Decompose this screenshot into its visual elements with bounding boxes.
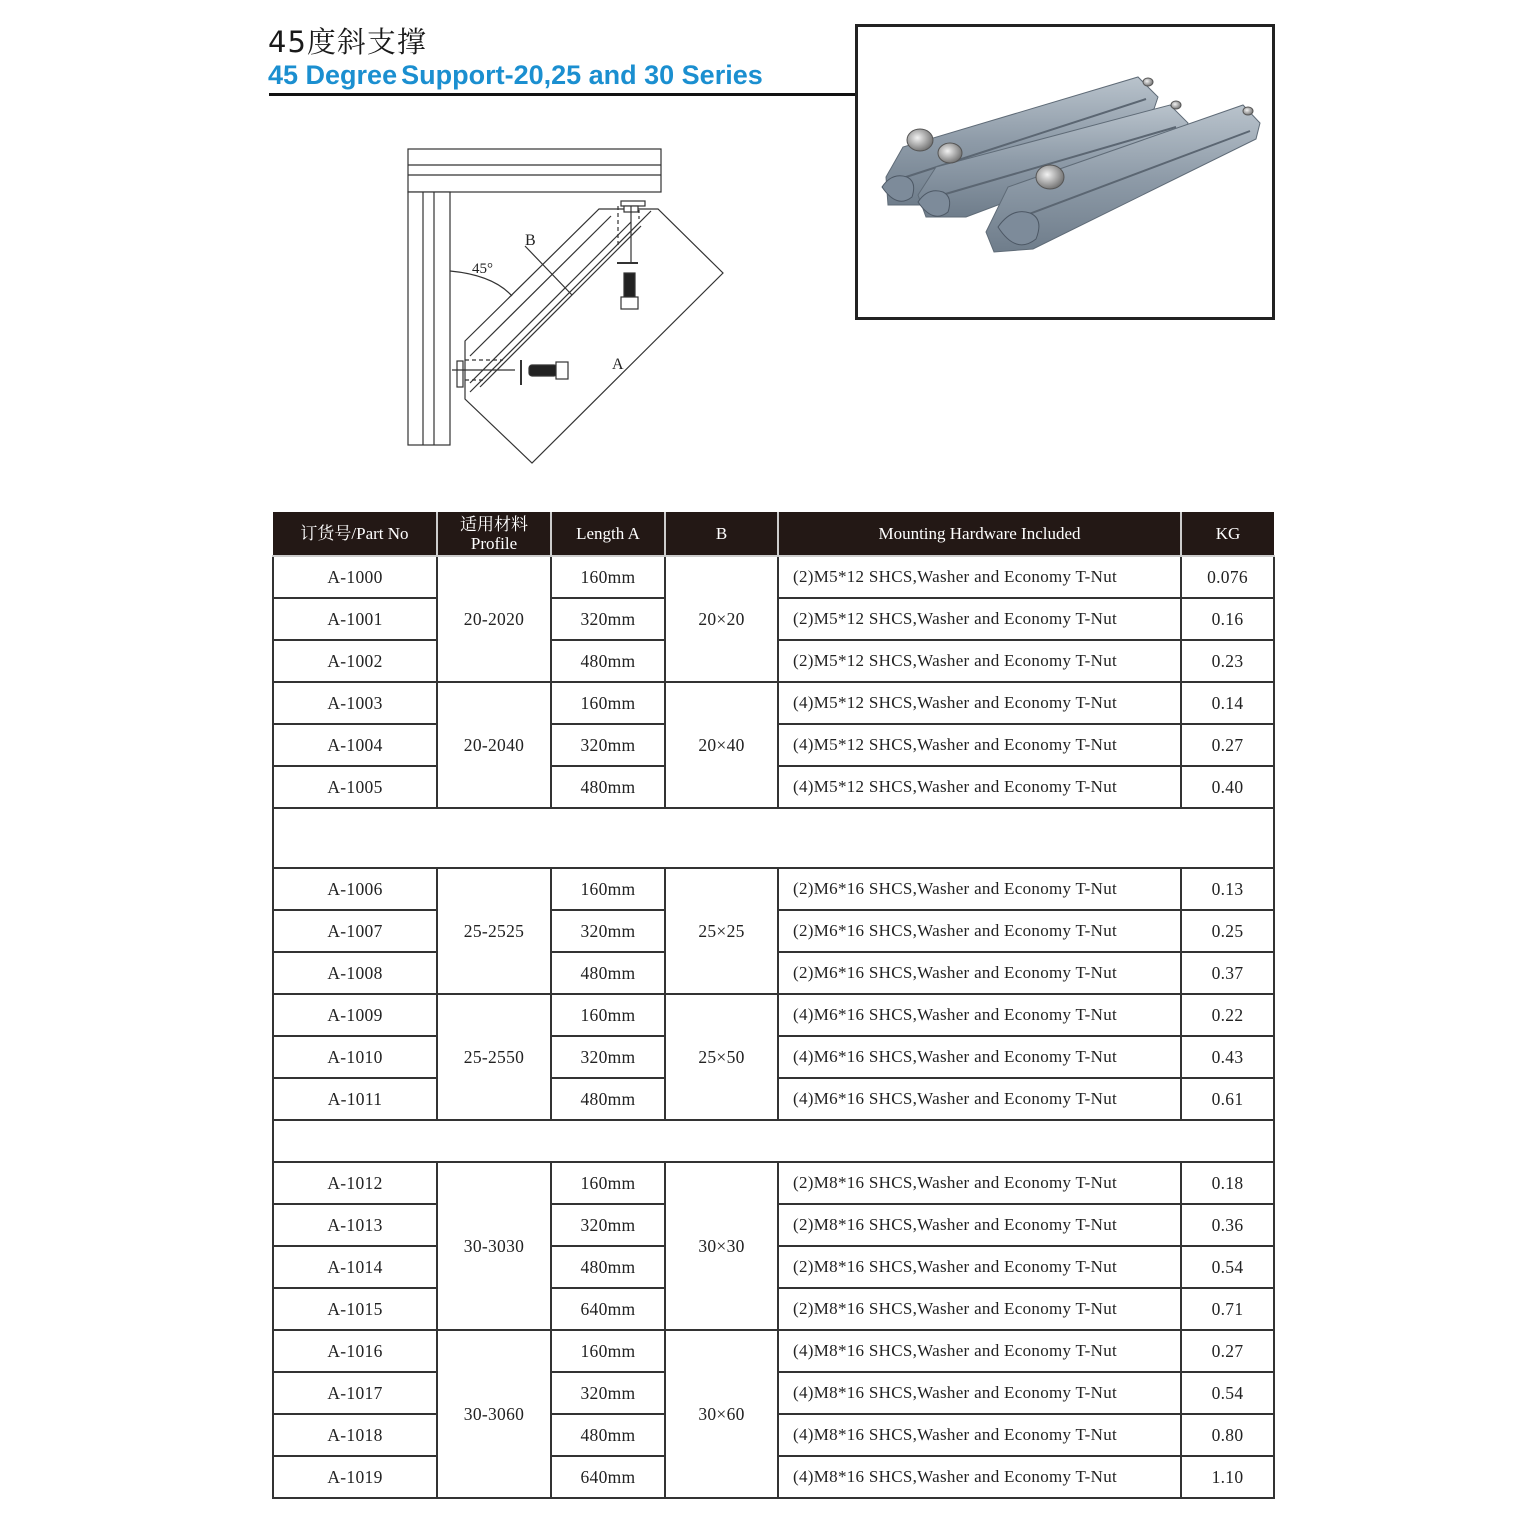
kg-cell: 0.27 (1181, 724, 1274, 766)
spacer-cell (273, 1120, 1274, 1162)
kg-cell: 0.18 (1181, 1162, 1274, 1204)
b-cell: 30×30 (665, 1162, 778, 1330)
hardware-cell: (4)M8*16 SHCS,Washer and Economy T-Nut (778, 1456, 1181, 1498)
part-no-cell: A-1018 (273, 1414, 437, 1456)
kg-cell: 0.54 (1181, 1372, 1274, 1414)
length-cell: 160mm (551, 868, 665, 910)
kg-cell: 0.13 (1181, 868, 1274, 910)
table-row (273, 1330, 1274, 1372)
b-cell: 30×60 (665, 1330, 778, 1498)
kg-cell: 0.61 (1181, 1078, 1274, 1120)
part-no-cell: A-1009 (273, 994, 437, 1036)
length-cell: 480mm (551, 1414, 665, 1456)
header-profile (437, 512, 551, 556)
part-no-cell: A-1001 (273, 598, 437, 640)
length-cell: 480mm (551, 952, 665, 994)
page-title-en (268, 60, 763, 91)
title-en-part1: 45 Degree (268, 60, 398, 90)
spacer-row (273, 1120, 1274, 1162)
length-cell: 320mm (551, 724, 665, 766)
kg-cell: 0.22 (1181, 994, 1274, 1036)
profile-cell: 20-2040 (437, 682, 551, 808)
kg-cell: 0.40 (1181, 766, 1274, 808)
hardware-cell: (4)M6*16 SHCS,Washer and Economy T-Nut (778, 1078, 1181, 1120)
hardware-cell: (2)M5*12 SHCS,Washer and Economy T-Nut (778, 598, 1181, 640)
header-kg: KG (1181, 512, 1274, 556)
profile-cell: 30-3060 (437, 1330, 551, 1498)
table-row (273, 868, 1274, 910)
kg-cell: 0.36 (1181, 1204, 1274, 1246)
spec-table (272, 512, 1275, 1499)
length-cell: 480mm (551, 640, 665, 682)
header-part-no: 订货号/Part No (273, 512, 437, 556)
profile-cell: 25-2525 (437, 868, 551, 994)
length-cell: 160mm (551, 556, 665, 598)
kg-cell: 0.71 (1181, 1288, 1274, 1330)
table-row (273, 994, 1274, 1036)
product-photo (855, 24, 1275, 320)
spacer-cell (273, 808, 1274, 868)
kg-cell: 0.80 (1181, 1414, 1274, 1456)
part-no-cell: A-1011 (273, 1078, 437, 1120)
part-no-cell: A-1000 (273, 556, 437, 598)
b-cell: 25×50 (665, 994, 778, 1120)
b-cell: 20×20 (665, 556, 778, 682)
part-no-cell: A-1004 (273, 724, 437, 766)
hardware-cell: (2)M5*12 SHCS,Washer and Economy T-Nut (778, 556, 1181, 598)
hardware-cell: (2)M8*16 SHCS,Washer and Economy T-Nut (778, 1204, 1181, 1246)
length-cell: 640mm (551, 1288, 665, 1330)
part-no-cell: A-1007 (273, 910, 437, 952)
hardware-cell: (4)M6*16 SHCS,Washer and Economy T-Nut (778, 1036, 1181, 1078)
part-no-cell: A-1008 (273, 952, 437, 994)
hardware-cell: (2)M5*12 SHCS,Washer and Economy T-Nut (778, 640, 1181, 682)
kg-cell: 1.10 (1181, 1456, 1274, 1498)
length-cell: 320mm (551, 910, 665, 952)
kg-cell: 0.16 (1181, 598, 1274, 640)
part-no-cell: A-1012 (273, 1162, 437, 1204)
kg-cell: 0.25 (1181, 910, 1274, 952)
title-en-part2: Support-20,25 and 30 Series (401, 60, 763, 90)
part-no-cell: A-1013 (273, 1204, 437, 1246)
length-cell: 320mm (551, 598, 665, 640)
hardware-cell: (4)M8*16 SHCS,Washer and Economy T-Nut (778, 1330, 1181, 1372)
kg-cell: 0.14 (1181, 682, 1274, 724)
hardware-cell: (4)M8*16 SHCS,Washer and Economy T-Nut (778, 1372, 1181, 1414)
kg-cell: 0.076 (1181, 556, 1274, 598)
length-cell: 320mm (551, 1036, 665, 1078)
part-no-cell: A-1014 (273, 1246, 437, 1288)
part-no-cell: A-1015 (273, 1288, 437, 1330)
part-no-cell: A-1016 (273, 1330, 437, 1372)
profile-cell: 20-2020 (437, 556, 551, 682)
length-cell: 640mm (551, 1456, 665, 1498)
angle-label: 45° (472, 261, 493, 277)
length-cell: 160mm (551, 1162, 665, 1204)
part-no-cell: A-1019 (273, 1456, 437, 1498)
part-no-cell: A-1005 (273, 766, 437, 808)
page-title-cn: 45度斜支撑 (268, 25, 427, 59)
length-cell: 320mm (551, 1372, 665, 1414)
table-row (273, 1162, 1274, 1204)
table-row (273, 682, 1274, 724)
header-hardware: Mounting Hardware Included (778, 512, 1181, 556)
hardware-cell: (2)M8*16 SHCS,Washer and Economy T-Nut (778, 1246, 1181, 1288)
length-cell: 320mm (551, 1204, 665, 1246)
hardware-cell: (4)M5*12 SHCS,Washer and Economy T-Nut (778, 766, 1181, 808)
hardware-cell: (4)M5*12 SHCS,Washer and Economy T-Nut (778, 682, 1181, 724)
b-cell: 25×25 (665, 868, 778, 994)
length-cell: 160mm (551, 1330, 665, 1372)
part-no-cell: A-1010 (273, 1036, 437, 1078)
kg-cell: 0.27 (1181, 1330, 1274, 1372)
hardware-cell: (2)M6*16 SHCS,Washer and Economy T-Nut (778, 910, 1181, 952)
hardware-cell: (4)M5*12 SHCS,Washer and Economy T-Nut (778, 724, 1181, 766)
table-header-row (273, 512, 1274, 556)
hardware-cell: (2)M6*16 SHCS,Washer and Economy T-Nut (778, 868, 1181, 910)
part-no-cell: A-1002 (273, 640, 437, 682)
profile-cell: 25-2550 (437, 994, 551, 1120)
length-cell: 480mm (551, 1246, 665, 1288)
label-b: B (525, 232, 536, 249)
hardware-cell: (2)M6*16 SHCS,Washer and Economy T-Nut (778, 952, 1181, 994)
kg-cell: 0.54 (1181, 1246, 1274, 1288)
kg-cell: 0.37 (1181, 952, 1274, 994)
kg-cell: 0.43 (1181, 1036, 1274, 1078)
b-cell: 20×40 (665, 682, 778, 808)
hardware-cell: (4)M6*16 SHCS,Washer and Economy T-Nut (778, 994, 1181, 1036)
part-no-cell: A-1003 (273, 682, 437, 724)
support-diagram (395, 140, 735, 480)
hardware-cell: (2)M8*16 SHCS,Washer and Economy T-Nut (778, 1288, 1181, 1330)
part-no-cell: A-1006 (273, 868, 437, 910)
header-length-a: Length A (551, 512, 665, 556)
label-a: A (612, 356, 624, 373)
length-cell: 160mm (551, 682, 665, 724)
profile-cell: 30-3030 (437, 1162, 551, 1330)
title-underline (269, 93, 857, 96)
hardware-cell: (2)M8*16 SHCS,Washer and Economy T-Nut (778, 1162, 1181, 1204)
kg-cell: 0.23 (1181, 640, 1274, 682)
length-cell: 480mm (551, 1078, 665, 1120)
header-profile-en: Profile (470, 533, 518, 553)
table-row (273, 556, 1274, 598)
hardware-cell: (4)M8*16 SHCS,Washer and Economy T-Nut (778, 1414, 1181, 1456)
header-profile-cn: 适用材料 (460, 514, 528, 534)
length-cell: 160mm (551, 994, 665, 1036)
spacer-row (273, 808, 1274, 868)
part-no-cell: A-1017 (273, 1372, 437, 1414)
length-cell: 480mm (551, 766, 665, 808)
header-b: B (665, 512, 778, 556)
